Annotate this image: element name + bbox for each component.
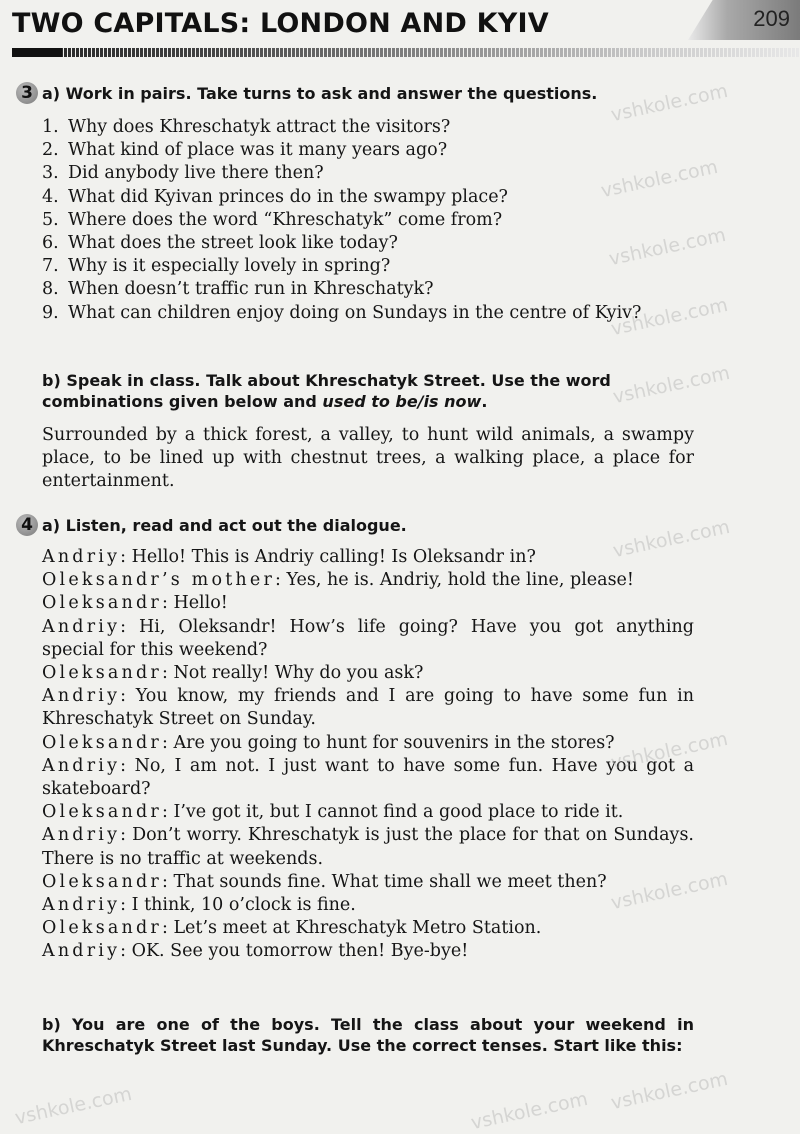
exercise-3b-instruction (42, 370, 694, 412)
dialogue-line (42, 801, 694, 824)
question-text: Did anybody live there then? (68, 163, 324, 184)
watermark: vshkole.com (609, 79, 730, 127)
question-number: 9. (42, 302, 59, 323)
dialogue-separator: : (161, 802, 174, 823)
dialogue-separator: : (120, 941, 132, 962)
watermark: vshkole.com (609, 867, 730, 915)
exercise-3-number-badge: 3 (16, 82, 38, 104)
dialogue-separator: : (120, 547, 132, 567)
watermark: vshkole.com (611, 515, 732, 563)
dialogue-text: I’ve got it, but I cannot find a good place to ride it. (173, 802, 624, 823)
dialogue-text: Are you going to hunt for souvenirs in the stores? (173, 732, 615, 753)
dialogue-separator: : (161, 918, 174, 939)
dialogue-line (42, 894, 694, 917)
dialogue-separator: : (120, 755, 135, 776)
exercise-4a-instruction: a) Listen, read and act out the dialogue. (42, 516, 407, 535)
question-text: What kind of place was it many years ago? (68, 140, 448, 161)
dialogue-line (42, 871, 694, 894)
dialogue-speaker: Oleksandr (42, 593, 162, 614)
dialogue-line (42, 824, 694, 870)
watermark: vshkole.com (611, 361, 732, 409)
dialogue-text: Don’t worry. Khreschatyk is just the place for that on Sundays. There is no traffic at weekends. (42, 825, 694, 869)
page-header (0, 0, 800, 62)
watermark: vshkole.com (469, 1087, 590, 1134)
dialogue-separator: : (161, 871, 174, 892)
question-number: 8. (42, 279, 59, 300)
dialogue-text: Hello! This is Andriy calling! Is Oleksandr in? (131, 547, 536, 567)
dialogue-speaker: Oleksandr (42, 802, 162, 823)
question-number: 7. (42, 256, 59, 277)
dialogue-line (42, 592, 694, 615)
dialogue-speaker: Oleksandr (42, 918, 162, 939)
question-list (42, 116, 694, 325)
question-item (42, 116, 694, 139)
question-number: 2. (42, 140, 59, 161)
dialogue-line (42, 662, 694, 685)
exercise-3a-instruction: a) Work in pairs. Take turns to ask and answer the questions. (42, 84, 598, 103)
dialogue-text: Yes, he is. Andriy, hold the line, please! (286, 570, 634, 591)
exercise-4b-instruction: b) You are one of the boys. Tell the class about your weekend in Khreschatyk Street last Sunday. Use the correct tenses. Start like this: (42, 1015, 694, 1055)
dialogue-speaker: Oleksandr’s mother (42, 570, 276, 591)
dialogue-separator: : (161, 593, 174, 614)
dialogue-text: You know, my friends and I are going to have some fun in Khreschatyk Street on Sunday. (42, 686, 694, 730)
watermark: vshkole.com (607, 223, 728, 271)
dialogue-line (42, 755, 694, 801)
dialogue-speaker: Oleksandr (42, 732, 162, 753)
question-item (42, 186, 694, 209)
page-title: TWO CAPITALS: LONDON AND KYIV (12, 8, 549, 39)
question-number: 5. (42, 209, 59, 230)
question-number: 4. (42, 186, 59, 207)
watermark: vshkole.com (609, 1067, 730, 1115)
question-item (42, 255, 694, 278)
dialogue-separator: : (120, 686, 136, 707)
dialogue-speaker: Andriy (42, 755, 121, 776)
dialogue-text: Hi, Oleksandr! How’s life going? Have you got anything special for this weekend? (42, 616, 695, 660)
question-number: 6. (42, 233, 59, 254)
dialogue-line (42, 917, 694, 940)
question-text: Why is it especially lovely in spring? (68, 256, 391, 277)
question-item (42, 302, 694, 325)
dialogue-text: I think, 10 o’clock is fine. (131, 895, 356, 916)
dialogue-text: Hello! (173, 593, 228, 614)
exercise-3b-instruction-italic: used to be/is now (322, 392, 482, 411)
question-text: Where does the word “Khreschatyk” come from? (68, 209, 503, 230)
watermark: vshkole.com (13, 1082, 134, 1130)
question-item (42, 162, 694, 185)
dialogue (42, 546, 694, 964)
question-number: 3. (42, 163, 59, 184)
question-text: Why does Khreschatyk attract the visitors? (68, 117, 451, 137)
question-text: What can children enjoy doing on Sundays in the centre of Kyiv? (68, 302, 642, 323)
header-rule-solid (12, 48, 62, 57)
question-item (42, 232, 694, 255)
question-text: What did Kyivan princes do in the swampy place? (68, 186, 508, 207)
exercise-3b-instruction-main: b) Speak in class. Talk about Khreschatyk Street. Use the word combinations given below and (42, 371, 611, 411)
question-number: 1. (42, 117, 59, 137)
dialogue-separator: : (161, 663, 174, 684)
exercise-3b-instruction-end: . (481, 392, 488, 411)
dialogue-speaker: Andriy (42, 616, 121, 637)
dialogue-text: Let’s meet at Khreschatyk Metro Station. (173, 918, 542, 939)
watermark: vshkole.com (609, 293, 730, 341)
dialogue-speaker: Andriy (42, 547, 121, 567)
dialogue-speaker: Oleksandr (42, 871, 162, 892)
dialogue-separator: : (161, 732, 174, 753)
dialogue-speaker: Andriy (42, 941, 121, 962)
word-combinations: Surrounded by a thick forest, a valley, to hunt wild animals, a swampy place, to be lined up with chestnut trees, a walking place, a place for entertainment. (42, 425, 694, 491)
dialogue-separator: : (120, 825, 133, 846)
dialogue-text: That sounds fine. What time shall we meet then? (173, 871, 607, 892)
page-number: 209 (753, 6, 790, 31)
dialogue-separator: : (120, 895, 132, 916)
dialogue-text: OK. See you tomorrow then! Bye-bye! (131, 941, 469, 962)
dialogue-speaker: Andriy (42, 895, 121, 916)
question-text: What does the street look like today? (68, 233, 398, 254)
dialogue-line (42, 940, 694, 963)
dialogue-line (42, 732, 694, 755)
question-item (42, 139, 694, 162)
dialogue-speaker: Andriy (42, 825, 121, 846)
watermark: vshkole.com (599, 155, 720, 203)
dialogue-text: No, I am not. I just want to have some fun. Have you got a skateboard? (42, 755, 694, 800)
exercise-4-number-badge: 4 (16, 514, 38, 536)
dialogue-speaker: Andriy (42, 686, 121, 707)
dialogue-line (42, 685, 694, 731)
dialogue-line (42, 546, 694, 569)
header-rule (12, 48, 800, 57)
dialogue-line (42, 616, 694, 662)
question-text: When doesn’t traffic run in Khreschatyk? (68, 279, 434, 300)
dialogue-line (42, 569, 694, 592)
dialogue-separator: : (275, 570, 287, 591)
question-item (42, 209, 694, 232)
dialogue-speaker: Oleksandr (42, 663, 162, 684)
watermark: vshkole.com (609, 727, 730, 775)
dialogue-separator: : (120, 616, 140, 637)
dialogue-text: Not really! Why do you ask? (173, 663, 424, 684)
question-item (42, 278, 694, 301)
